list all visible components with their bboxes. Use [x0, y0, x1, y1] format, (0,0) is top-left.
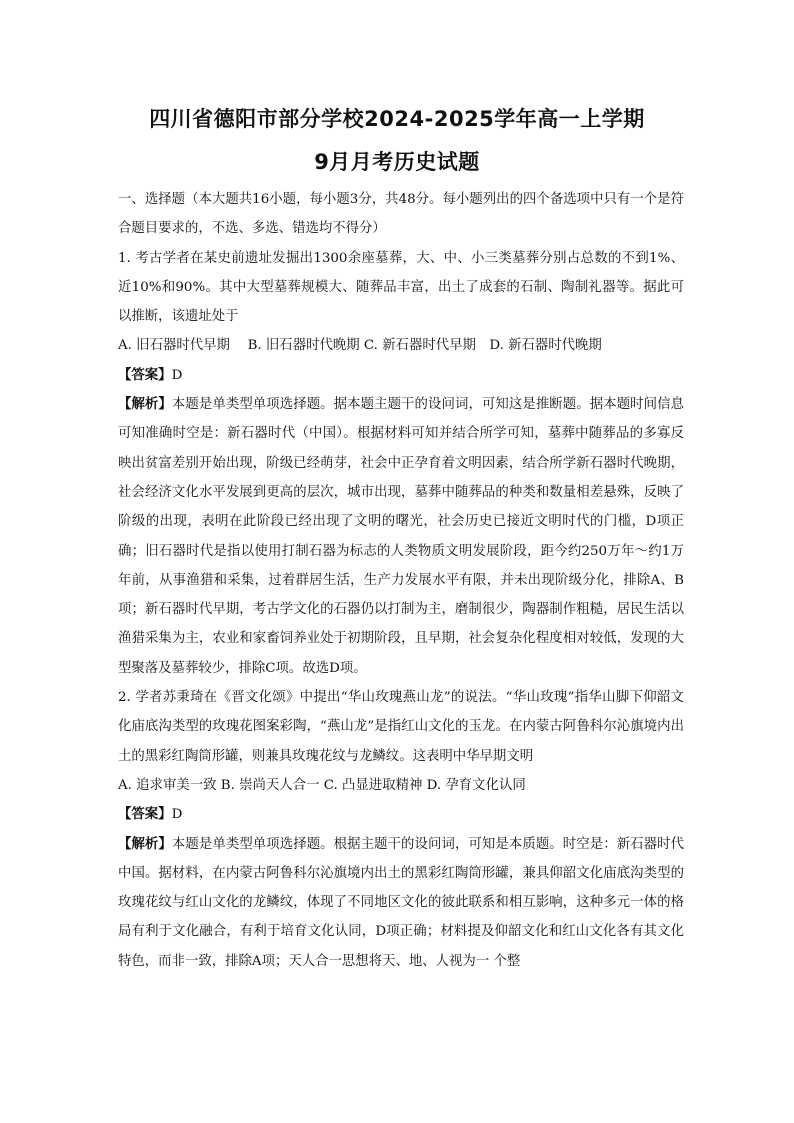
answer-value: D [171, 807, 183, 823]
answer-label: 【答案】 [118, 806, 172, 823]
explanation-text: 本题是单类型单项选择题。据本题主题干的设问词，可知这是推断题。据本题时间信息可知准确时空是：新石器时代（中国）。根据材料可知并结合所学可知，墓葬中随葬品的多寡反映出贫富差别开始出现，阶级已经萌芽，社会中正孕育着文明因素，结合所学新石器时代晚期，社会经济文化水平发展到更高的层次，城市出现，墓葬中随葬品的种类和数量相差悬殊，反映了阶级的出现，表明在此阶段已经出现了文明的曙光，社会历史已接近文明时代的门槛，D项正确；旧石器时代是指以使用打制石器为标志的人类物质文明发展阶段，距今约250万年～约1万年前，从事渔猎和采集，过着群居生活，生产力发展水平有限，并未出现阶级分化，排除A、B项；新石器时代早期，考古学文化的石器仍以打制为主，磨制很少，陶器制作粗糙，居民生活以渔猎采集为主，农业和家畜饲养业处于初期阶段，且早期，社会复杂化程度相对较低，发现的大型聚落及墓葬较少，排除C项。故选D项。 [118, 397, 685, 676]
question-1-answer [118, 361, 684, 390]
question-1-options: A. 旧石器时代早期 B. 旧石器时代晚期 C. 新石器时代早期 D. 新石器时代晚期 [118, 338, 602, 354]
question-1-explanation [118, 390, 684, 683]
question-1-stem: 1. 考古学者在某史前遗址发掘出1300余座墓葬，大、中、小三类墓葬分别占总数的不到1%、近10%和90%。其中大型墓葬规模大、随葬品丰富，出土了成套的石制、陶制礼器等。据此可以推断，该遗址处于 [118, 250, 684, 325]
exam-body [118, 185, 684, 976]
question-2-options: A. 追求审美一致 B. 崇尚天人合一 C. 凸显进取精神 D. 孕育文化认同 [118, 777, 526, 793]
exam-subtitle: 9月月考历史试题 [314, 150, 480, 174]
question-2-stem: 2. 学者苏秉琦在《晋文化颂》中提出“华山玫瑰燕山龙”的说法。“华山玫瑰”指华山脚下仰韶文化庙底沟类型的玫瑰花图案彩陶，“燕山龙”是指红山文化的玉龙。在内蒙古阿鲁科尔沁旗境内出土的黑彩红陶筒形罐，则兼具玫瑰花纹与龙鳞纹。这表明中华早期文明 [118, 690, 684, 764]
question-2-answer [118, 800, 684, 829]
explanation-label: 【解析】 [118, 835, 172, 852]
answer-value: D [171, 367, 183, 383]
section-heading: 一、选择题（本大题共16小题，每小题3分，共48分。每小题列出的四个备选项中只有一个是符合题目要求的，不选、多选、错选均不得分） [118, 192, 684, 237]
question-2-explanation [118, 830, 684, 976]
explanation-label: 【解析】 [118, 396, 172, 413]
exam-title: 四川省德阳市部分学校2024-2025学年高一上学期 [149, 107, 645, 131]
explanation-text: 本题是单类型单项选择题。根据主题干的设问词，可知是本质题。时空是：新石器时代中国。据材料，在内蒙古阿鲁科尔沁旗境内出土的黑彩红陶筒形罐，兼具仰韶文化庙底沟类型的玫瑰花纹与红山文化的龙鳞纹，体现了不同地区文化的彼此联系和相互影响，这种多元一体的格局有利于文化融合，有利于培育文化认同，D项正确；材料提及仰韶文化和红山文化各有其文化特色，而非一致，排除A项；天人合一思想将天、地、人视为一 个整 [118, 836, 685, 969]
answer-label: 【答案】 [118, 366, 172, 383]
